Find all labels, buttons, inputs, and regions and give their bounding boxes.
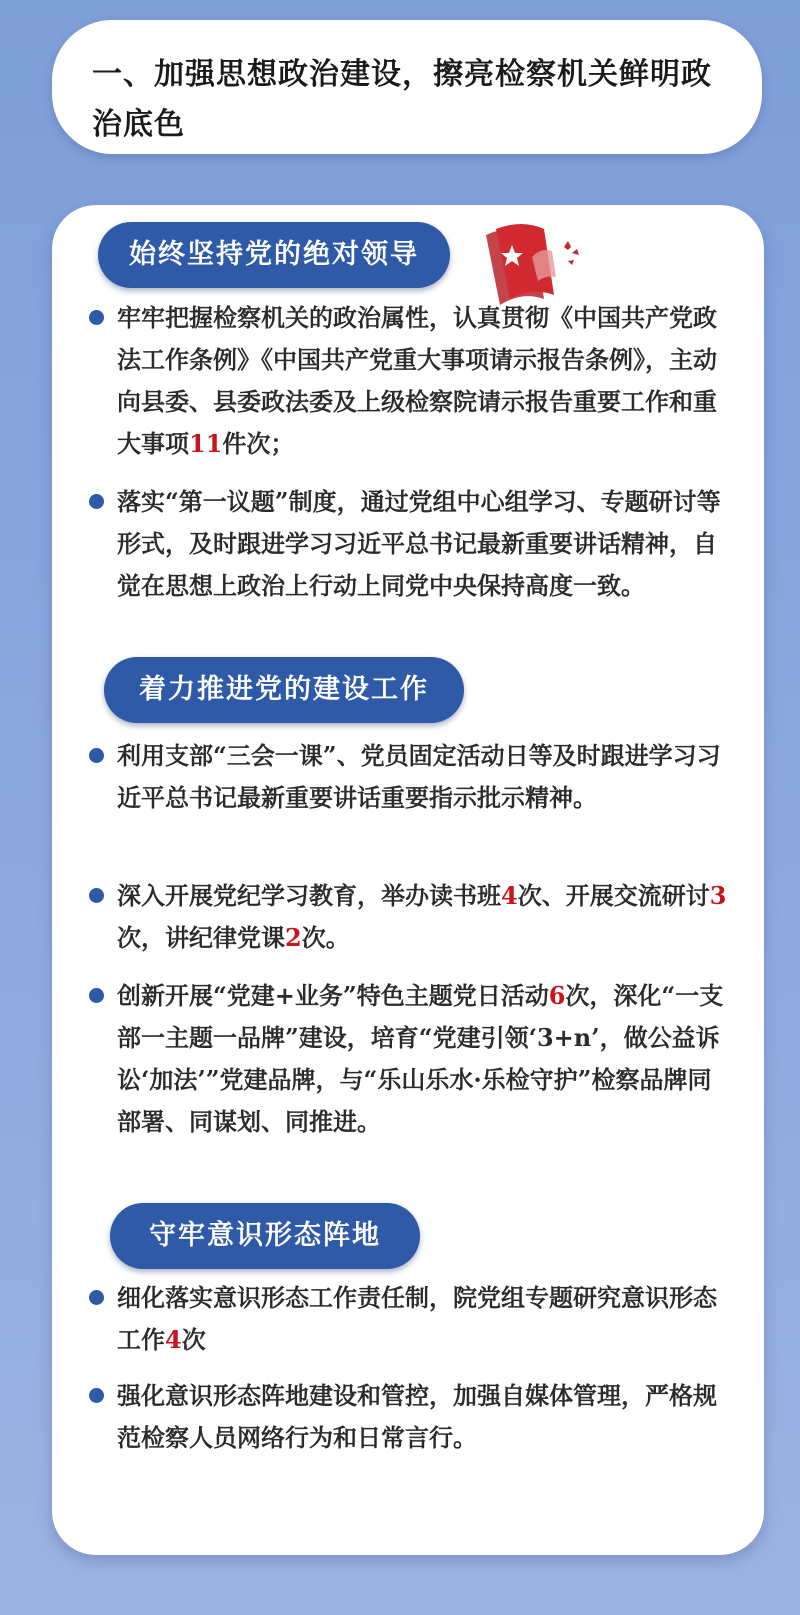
list-item: 强化意识形态阵地建设和管控，加强自媒体管理，严格规范检察人员网络行为和日常言行。 [89,1375,729,1459]
section-heading-ideology: 守牢意识形态阵地 [110,1203,420,1269]
section-heading-party-building: 着力推进党的建设工作 [104,657,464,723]
page-title: 一、加强思想政治建设，擦亮检察机关鲜明政治底色 [92,57,712,142]
bullet-dot [89,888,104,903]
bullet-dot [89,988,104,1003]
title-card [52,20,762,154]
section-heading-leadership: 始终坚持党的绝对领导 [98,222,450,288]
list-item: 创新开展“党建+业务”特色主题党日活动6次，深化“一支部一主题一品牌”建设，培育“党建引领‘3+n’，做公益诉讼‘加法’”党建品牌，与“乐山乐水·乐检守护”检察品牌同部署、同谋划、同推进。 [89,975,729,1143]
content-card [52,205,764,1555]
bullet-dot [89,310,104,325]
bullet-dot [89,748,104,763]
list-item: 利用支部“三会一课”、党员固定活动日等及时跟进学习习近平总书记最新重要讲话重要指示批示精神。 [89,735,729,819]
bullet-dot [89,1290,104,1305]
list-item: 落实“第一议题”制度，通过党组中心组学习、专题研讨等形式，及时跟进学习习近平总书记最新重要讲话精神，自觉在思想上政治上行动上同党中央保持高度一致。 [89,481,729,607]
list-item: 牢牢把握检察机关的政治属性，认真贯彻《中国共产党政法工作条例》《中国共产党重大事项请示报告条例》，主动向县委、县委政法委及上级检察院请示报告重要工作和重大事项11件次； [89,297,729,465]
bullet-dot [89,1388,104,1403]
bullet-dot [89,494,104,509]
list-item: 深入开展党纪学习教育，举办读书班4次、开展交流研讨3次，讲纪律党课2次。 [89,875,729,959]
list-item: 细化落实意识形态工作责任制，院党组专题研究意识形态工作4次 [89,1277,729,1361]
